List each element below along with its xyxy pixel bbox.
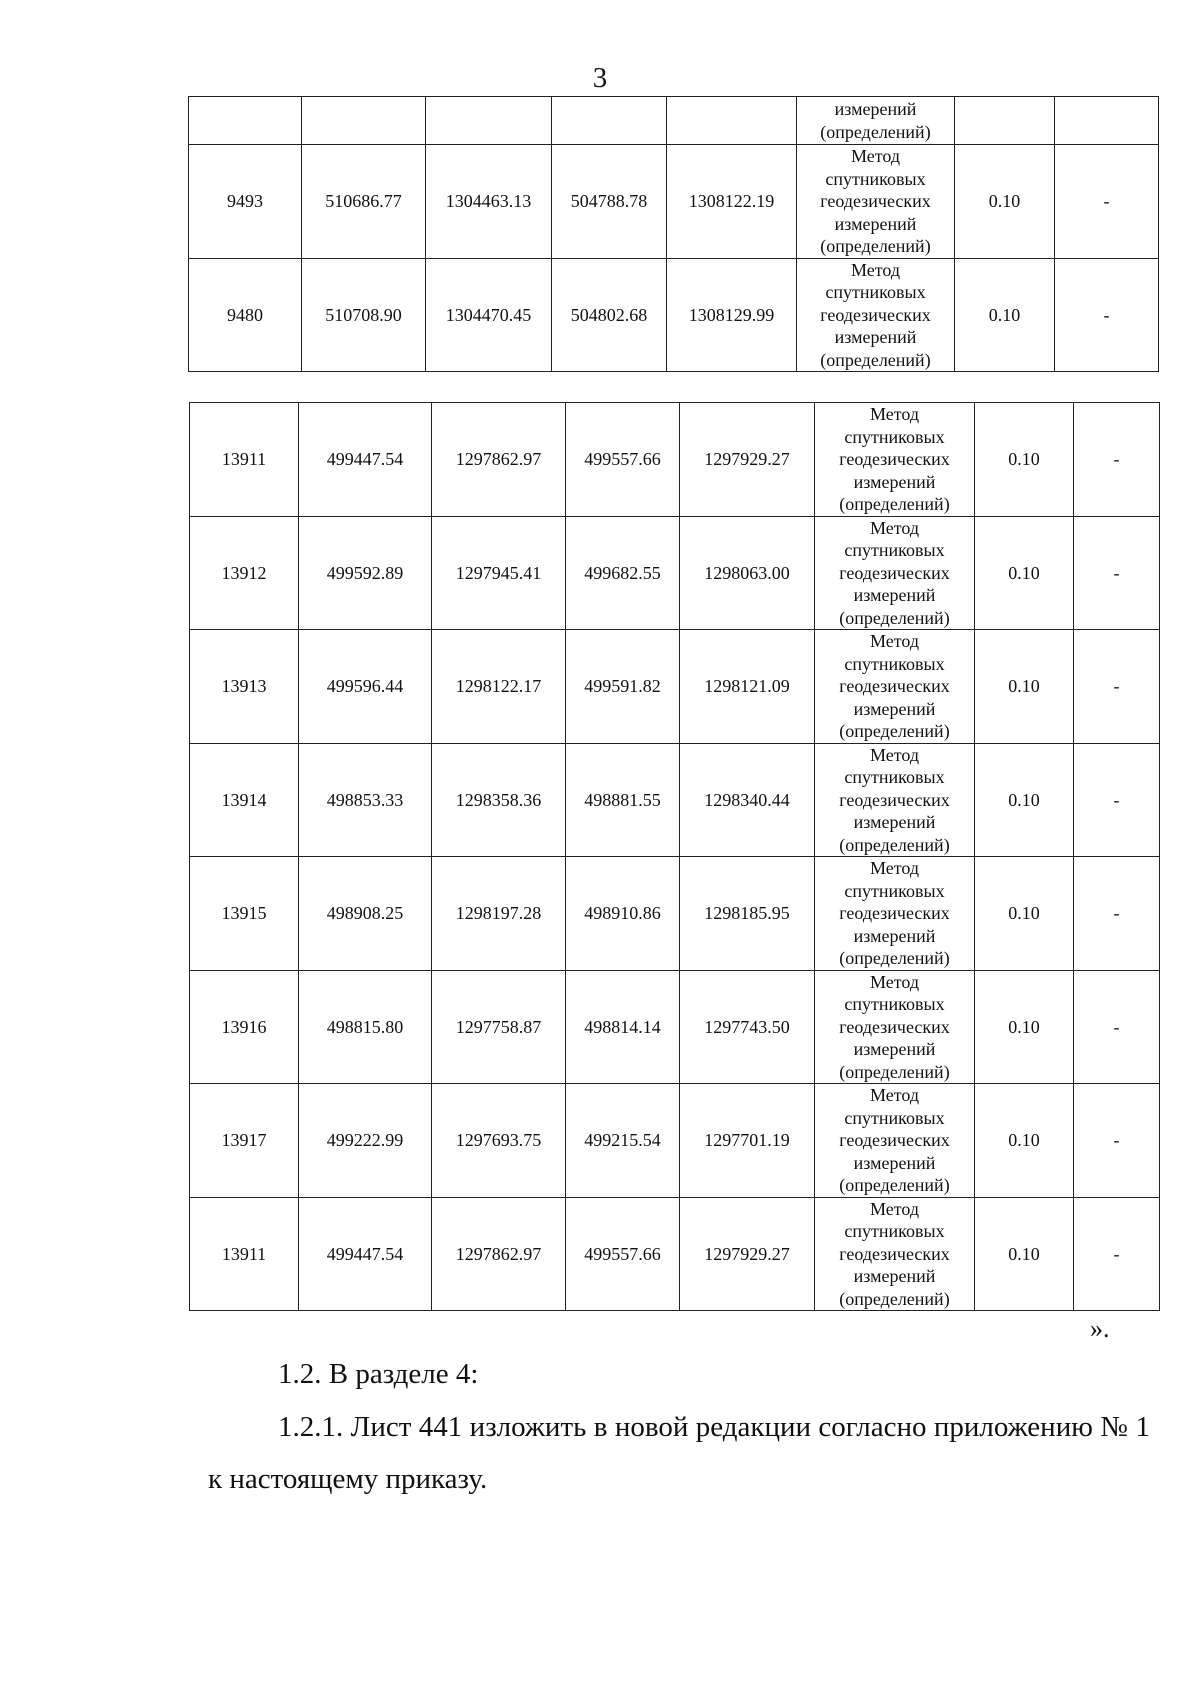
method-line: спутниковых	[825, 282, 926, 302]
cell-y2: 1297701.19	[680, 1084, 815, 1198]
cell-empty	[189, 97, 302, 145]
cell-x1: 499592.89	[299, 516, 432, 630]
cell-id: 13916	[190, 970, 299, 1084]
cell-y2: 1297929.27	[680, 403, 815, 517]
cell-x1: 510686.77	[302, 145, 426, 259]
cell-empty	[302, 97, 426, 145]
method-line: Метод	[869, 1085, 920, 1105]
cell-y2: 1298063.00	[680, 516, 815, 630]
cell-accuracy: 0.10	[975, 630, 1074, 744]
method-line: спутниковых	[844, 426, 945, 447]
table-row	[190, 630, 1160, 744]
method-line: измерений	[853, 585, 936, 605]
table-row	[190, 970, 1160, 1084]
cell-accuracy: 0.10	[975, 1197, 1074, 1311]
cell-note: -	[1074, 857, 1160, 971]
method-line: измерений	[853, 471, 936, 492]
cell-empty	[1055, 97, 1159, 145]
table-row	[190, 403, 1160, 517]
table-row	[190, 516, 1160, 630]
method-line: (определений)	[820, 236, 931, 256]
method-line: геодезических	[839, 449, 950, 469]
cell-x2: 498814.14	[566, 970, 680, 1084]
method-line: измерений	[853, 812, 936, 832]
cell-x1: 510708.90	[302, 258, 426, 372]
method-line: измерений	[853, 1266, 936, 1286]
cell-y2: 1308129.99	[667, 258, 797, 372]
method-cell	[815, 403, 975, 517]
cell-y2: 1298340.44	[680, 743, 815, 857]
method-line: геодезических	[820, 191, 931, 211]
cell-x1: 498815.80	[299, 970, 432, 1084]
method-line: (определений)	[839, 834, 950, 855]
method-cell	[815, 1084, 975, 1198]
cell-x2: 499591.82	[566, 630, 680, 744]
cell-y2: 1297929.27	[680, 1197, 815, 1311]
cell-y1: 1297862.97	[432, 403, 566, 517]
cell-y1: 1297693.75	[432, 1084, 566, 1198]
method-line: Метод	[850, 146, 901, 166]
method-line: (определений)	[839, 494, 950, 514]
cell-x2: 499557.66	[566, 403, 680, 517]
cell-y2: 1298185.95	[680, 857, 815, 971]
page-number: 3	[592, 62, 608, 94]
cell-note: -	[1074, 516, 1160, 630]
cell-id: 9480	[189, 258, 302, 372]
method-cell-continuation	[797, 97, 955, 145]
method-cell	[797, 145, 955, 259]
method-cell	[815, 857, 975, 971]
cell-y1: 1304470.45	[426, 258, 552, 372]
method-line: Метод	[869, 1198, 920, 1219]
item-text-line-1: 1.2.1. Лист 441 изложить в новой редакции согласно приложению № 1	[278, 1411, 1150, 1443]
method-line: Метод	[869, 517, 920, 538]
method-line: измерений	[834, 213, 917, 234]
method-line: геодезических	[839, 562, 950, 583]
method-line: геодезических	[839, 1016, 950, 1037]
method-line: Метод	[869, 631, 920, 651]
table-row	[190, 857, 1160, 971]
cell-y1: 1304463.13	[426, 145, 552, 259]
cell-x2: 499682.55	[566, 516, 680, 630]
cell-x2: 498881.55	[566, 743, 680, 857]
cell-note: -	[1074, 630, 1160, 744]
cell-accuracy: 0.10	[975, 743, 1074, 857]
cell-x1: 498853.33	[299, 743, 432, 857]
cell-x1: 499222.99	[299, 1084, 432, 1198]
cell-accuracy: 0.10	[975, 970, 1074, 1084]
cell-y1: 1298122.17	[432, 630, 566, 744]
method-line: спутниковых	[844, 1221, 945, 1241]
method-line: спутниковых	[844, 880, 945, 901]
table-row	[190, 1084, 1160, 1198]
method-line: геодезических	[839, 1130, 950, 1150]
cell-y1: 1297945.41	[432, 516, 566, 630]
cell-y1: 1297862.97	[432, 1197, 566, 1311]
table-row	[189, 145, 1159, 259]
cell-accuracy: 0.10	[975, 857, 1074, 971]
cell-empty	[667, 97, 797, 145]
cell-id: 13913	[190, 630, 299, 744]
method-line: геодезических	[839, 676, 950, 696]
cell-id: 13911	[190, 403, 299, 517]
cell-x2: 504788.78	[552, 145, 667, 259]
cell-y2: 1297743.50	[680, 970, 815, 1084]
coordinates-table-continuation	[188, 96, 1159, 372]
cell-note: -	[1055, 145, 1159, 259]
cell-accuracy: 0.10	[975, 403, 1074, 517]
cell-y2: 1298121.09	[680, 630, 815, 744]
method-line: геодезических	[839, 1243, 950, 1264]
method-cell	[815, 1197, 975, 1311]
method-line: (определений)	[839, 948, 950, 968]
method-line: измерений	[834, 327, 917, 347]
cell-x1: 498908.25	[299, 857, 432, 971]
cell-y1: 1298358.36	[432, 743, 566, 857]
cell-accuracy: 0.10	[975, 1084, 1074, 1198]
cell-id: 13914	[190, 743, 299, 857]
table-row	[189, 258, 1159, 372]
cell-note: -	[1074, 403, 1160, 517]
method-line: геодезических	[839, 903, 950, 923]
method-line: (определений)	[839, 607, 950, 628]
method-line: спутниковых	[844, 653, 945, 674]
method-line: спутниковых	[844, 767, 945, 787]
table-row	[190, 743, 1160, 857]
cell-id: 13917	[190, 1084, 299, 1198]
cell-note: -	[1074, 743, 1160, 857]
cell-accuracy: 0.10	[955, 258, 1055, 372]
cell-y2: 1308122.19	[667, 145, 797, 259]
cell-y1: 1297758.87	[432, 970, 566, 1084]
item-text-line-2: к настоящему приказу.	[208, 1463, 488, 1495]
method-line: (определений)	[839, 721, 950, 741]
method-line: измерений	[853, 698, 936, 719]
method-line: (определений)	[820, 121, 931, 142]
section-heading: 1.2. В разделе 4:	[278, 1358, 479, 1390]
cell-x2: 498910.86	[566, 857, 680, 971]
method-line: спутниковых	[844, 540, 945, 560]
cell-empty	[955, 97, 1055, 145]
cell-note: -	[1074, 970, 1160, 1084]
method-line: Метод	[869, 404, 920, 424]
method-line: (определений)	[820, 349, 931, 370]
coordinates-table	[189, 402, 1160, 1311]
method-cell	[815, 743, 975, 857]
cell-accuracy: 0.10	[975, 516, 1074, 630]
method-line: (определений)	[839, 1288, 950, 1309]
cell-accuracy: 0.10	[955, 145, 1055, 259]
cell-x1: 499447.54	[299, 403, 432, 517]
method-line: измерений	[853, 1152, 936, 1173]
continuation-row	[189, 97, 1159, 145]
cell-x2: 499557.66	[566, 1197, 680, 1311]
cell-x1: 499447.54	[299, 1197, 432, 1311]
method-cell	[815, 630, 975, 744]
method-cell	[797, 258, 955, 372]
method-line: Метод	[869, 971, 920, 992]
method-line: Метод	[850, 259, 901, 280]
method-line: геодезических	[839, 789, 950, 810]
cell-empty	[426, 97, 552, 145]
cell-id: 13911	[190, 1197, 299, 1311]
method-line: измерений	[853, 1039, 936, 1059]
method-line: (определений)	[839, 1061, 950, 1082]
cell-id: 13915	[190, 857, 299, 971]
method-line: измерений	[834, 99, 917, 119]
cell-y1: 1298197.28	[432, 857, 566, 971]
method-line: геодезических	[820, 304, 931, 325]
method-line: (определений)	[839, 1175, 950, 1195]
closing-quote: ».	[1090, 1314, 1110, 1343]
cell-x2: 504802.68	[552, 258, 667, 372]
cell-note: -	[1074, 1084, 1160, 1198]
method-line: измерений	[853, 925, 936, 946]
method-line: спутниковых	[844, 1107, 945, 1128]
method-line: Метод	[869, 744, 920, 765]
method-line: Метод	[869, 858, 920, 878]
method-cell	[815, 970, 975, 1084]
cell-x1: 499596.44	[299, 630, 432, 744]
cell-note: -	[1055, 258, 1159, 372]
cell-note: -	[1074, 1197, 1160, 1311]
cell-id: 9493	[189, 145, 302, 259]
method-line: спутниковых	[844, 994, 945, 1014]
cell-empty	[552, 97, 667, 145]
method-cell	[815, 516, 975, 630]
cell-id: 13912	[190, 516, 299, 630]
cell-x2: 499215.54	[566, 1084, 680, 1198]
table-row	[190, 1197, 1160, 1311]
method-line: спутниковых	[825, 168, 926, 189]
